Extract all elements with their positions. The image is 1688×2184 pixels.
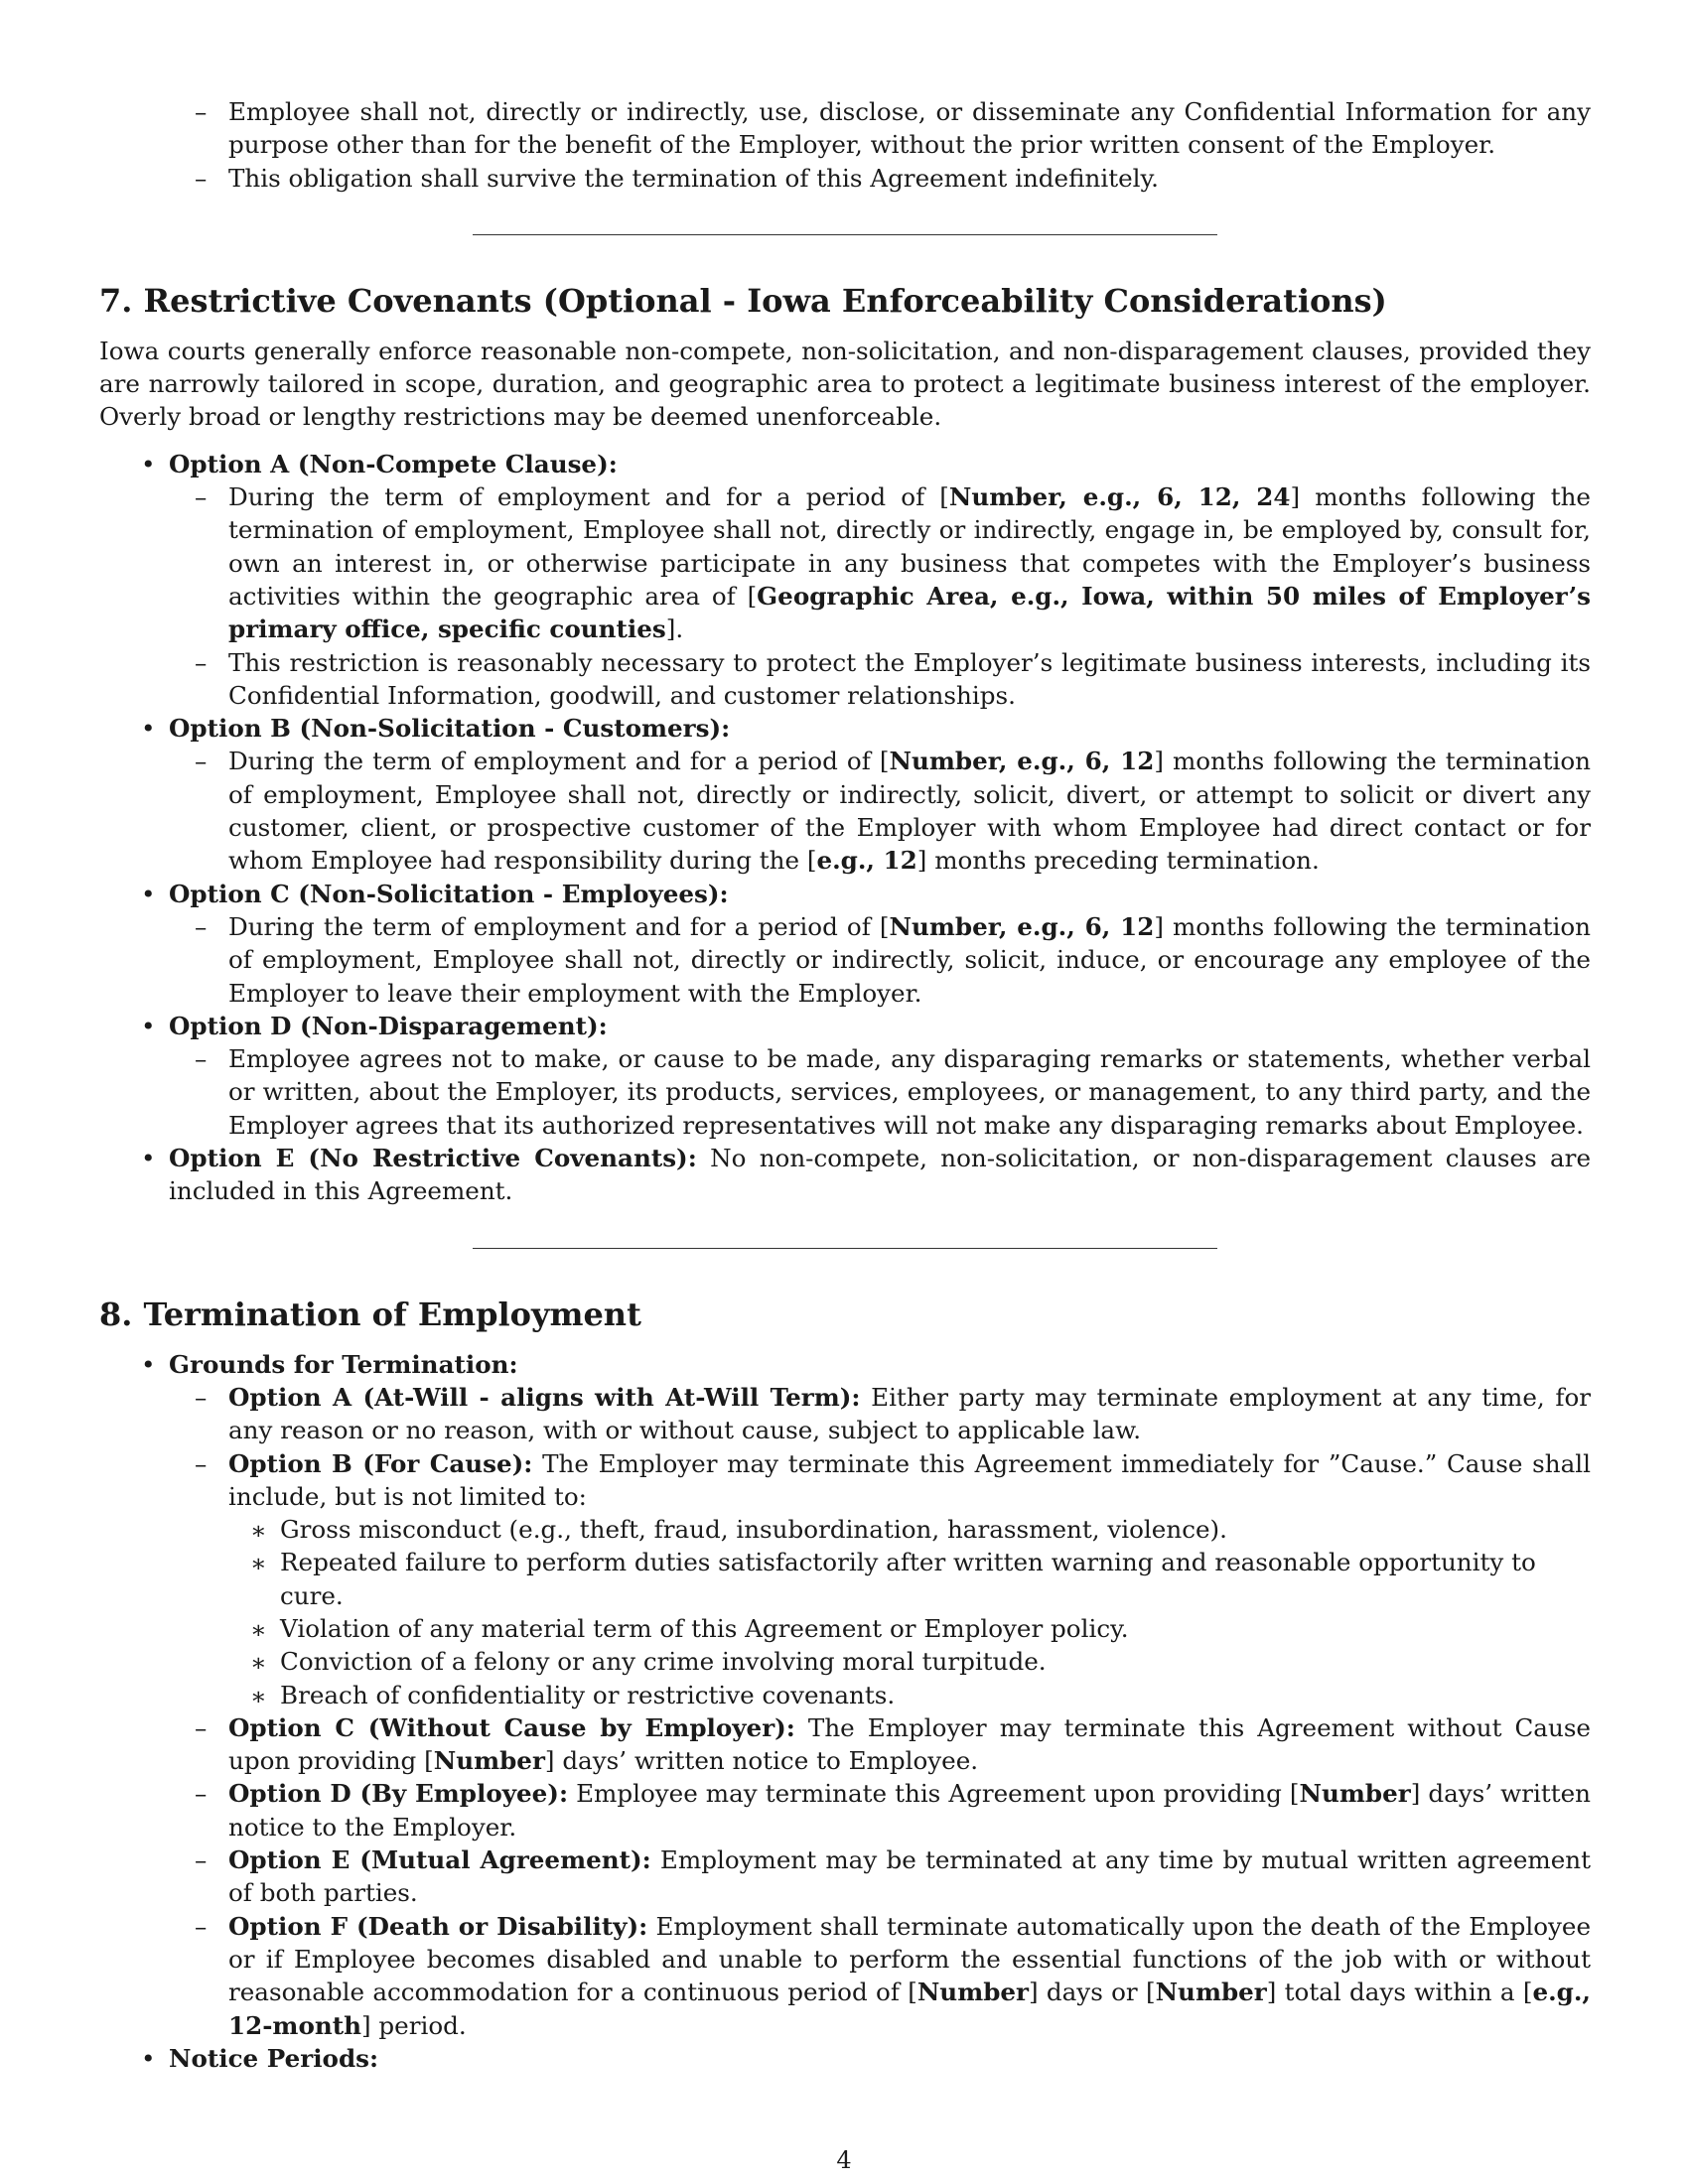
dash-marker: – [195,1448,208,1478]
list-item: – During the term of employment and for a period of [Number, e.g., 6, 12, 24] months following the termination of employment, Employee shall not, directly or indirectly, engage in, be employed by, consult for, own an interest in, or otherwise participate in any business that competes with the Employer’s business activities within the geographic area of [Geographic Area, e.g., Iowa, within 50 miles of Employer’s primary office, specific counties]. [195,482,1591,644]
dash-marker: – [195,747,208,776]
dash-marker: – [195,1779,208,1809]
list-item: – Option C (Without Cause by Employer): The Employer may terminate this Agreement without Cause upon providing [Number] days’ written notice to Employee. [195,1712,1591,1776]
dash-marker: – [195,97,208,126]
dash-marker: – [195,163,208,193]
list-item: – During the term of employment and for a period of [Number, e.g., 6, 12] months following the termination of employment, Employee shall not, directly or indirectly, solicit, divert, or attempt to solicit or divert any customer, client, or prospective customer of the Employer with whom Employee had direct contact or for whom Employee had responsibility during the [e.g., 12] months preceding termination. [195,747,1591,876]
list-item: – This restriction is reasonably necessary to protect the Employer’s legitimate business interests, including its Confidential Information, goodwill, and customer relationships. [195,647,1591,710]
star-marker: ∗ [250,1516,267,1546]
option-c-heading: • Option C (Non-Solicitation - Employees): [99,878,1591,910]
dash-marker: – [195,1712,208,1742]
notice-periods-heading: • Notice Periods: [99,2042,1591,2075]
option-a-heading: • Option A (Non-Compete Clause): [99,448,1591,480]
bullet-marker: • [141,2043,156,2073]
list-item: – Option E (Mutual Agreement): Employment may be terminated at any time by mutual written agreement of both parties. [195,1845,1591,1908]
star-marker: ∗ [250,1681,267,1710]
section-heading-8: 8. Termination of Employment [99,1295,641,1333]
section-7-intro: Iowa courts generally enforce reasonable non-compete, non-solicitation, and non-disparagement clauses, provided they are narrowly tailored in scope, duration, and geographic area to protect a legitimate business interest of the employer. Overly broad or lengthy restrictions may be deemed unenforceable. [99,336,1591,432]
cause-item: ∗ Gross misconduct (e.g., theft, fraud, insubordination, harassment, violence). [99,1513,1591,1546]
cause-item: ∗ Breach of confidentiality or restrictive covenants. [99,1679,1591,1711]
section-heading-7: 7. Restrictive Covenants (Optional - Iowa Enforceability Considerations) [99,281,1387,320]
list-item: – Option D (By Employee): Employee may terminate this Agreement upon providing [Number] days’ written notice to the Employer. [195,1779,1591,1842]
dash-marker: – [195,1845,208,1875]
option-b-heading: • Option B (Non-Solicitation - Customers): [99,712,1591,745]
document-page [99,95,1591,2075]
dash-marker: – [195,482,208,512]
list-item: – Employee shall not, directly or indirectly, use, disclose, or disseminate any Confidential Information for any purpose other than for the benefit of the Employer, without the prior written consent of the Employer. [195,97,1591,160]
bullet-marker: • [141,1011,156,1040]
grounds-heading: • Grounds for Termination: [99,1348,1591,1381]
bullet-marker: • [141,1349,156,1379]
cause-item: ∗ Repeated failure to perform duties satisfactorily after written warning and reasonable opportunity to cure. [250,1548,1536,1610]
bullet-marker: • [141,879,156,908]
list-item: – During the term of employment and for a period of [Number, e.g., 6, 12] months following the termination of employment, Employee shall not, directly or indirectly, solicit, induce, or encourage any employee of the Employer to leave their employment with the Employer. [195,911,1591,1008]
dash-marker: – [195,1911,208,1941]
section-divider [473,234,1217,235]
page-number: 4 [836,2146,852,2174]
star-marker: ∗ [250,1614,267,1644]
dash-marker: – [195,1382,208,1412]
option-e-item: • Option E (No Restrictive Covenants): No non-compete, non-solicitation, or non-disparagement clauses are included in this Agreement. [141,1144,1591,1206]
cause-item: ∗ Violation of any material term of this Agreement or Employer policy. [99,1612,1591,1645]
list-item: – Employee agrees not to make, or cause to be made, any disparaging remarks or statements, whether verbal or written, about the Employer, its products, services, employees, or management, to any third party, and the Employer agrees that its authorized representatives will not make any disparaging remarks about Employee. [195,1044,1591,1140]
star-marker: ∗ [250,1549,267,1578]
list-item: – Option F (Death or Disability): Employment shall terminate automatically upon the death of the Employee or if Employee becomes disabled and unable to perform the essential functions of the job with or without reasonable accommodation for a continuous period of [Number] days or [Number] total days within a [e.g., 12-month] period. [195,1911,1591,2040]
option-d-heading: • Option D (Non-Disparagement): [99,1010,1591,1042]
dash-marker: – [195,911,208,941]
list-item: – Option A (At-Will - aligns with At-Will Term): Either party may terminate employment at any time, for any reason or no reason, with or without cause, subject to applicable law. [195,1382,1592,1445]
list-item: – Option B (For Cause): The Employer may terminate this Agreement immediately for ”Cause.” Cause shall include, but is not limited to: [195,1448,1591,1511]
dash-marker: – [195,647,208,677]
bullet-marker: • [141,1144,156,1173]
section-divider [473,1248,1217,1249]
bullet-marker: • [141,449,156,478]
dash-marker: – [195,1044,208,1074]
cause-item: ∗ Conviction of a felony or any crime involving moral turpitude. [99,1645,1591,1678]
star-marker: ∗ [250,1648,267,1678]
bullet-marker: • [141,714,156,744]
list-item: – This obligation shall survive the termination of this Agreement indefinitely. [99,162,1591,195]
